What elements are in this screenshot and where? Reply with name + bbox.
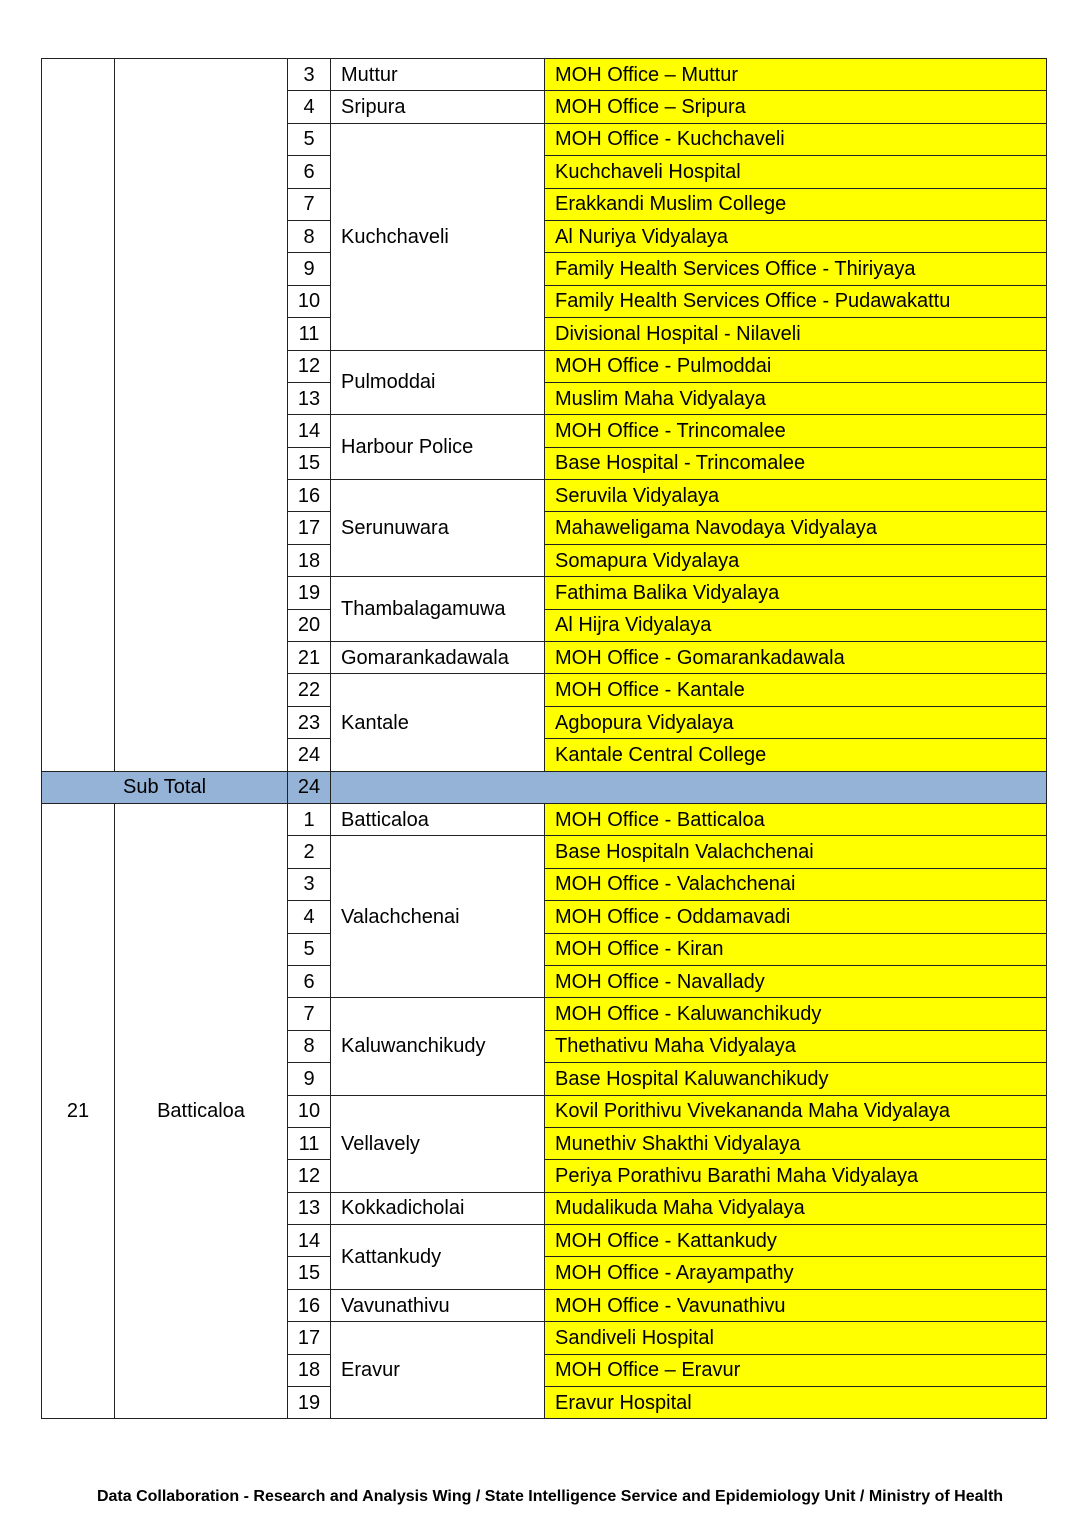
row-number: 18 xyxy=(288,544,331,576)
location-name: Al Nuriya Vidyalaya xyxy=(545,220,1047,252)
row-number: 10 xyxy=(288,285,331,317)
page-footer: Data Collaboration - Research and Analysis Wing / State Intelligence Service and Epidemiology Unit / Ministry of Health xyxy=(96,1488,1004,1505)
row-number: 18 xyxy=(288,1354,331,1386)
location-name: Erakkandi Muslim College xyxy=(545,188,1047,220)
area-name: Gomarankadawala xyxy=(331,642,545,674)
location-name: MOH Office - Batticaloa xyxy=(545,803,1047,835)
location-name: Base Hospital Kaluwanchikudy xyxy=(545,1063,1047,1095)
location-name: Kantale Central College xyxy=(545,739,1047,771)
area-name: Thambalagamuwa xyxy=(331,577,545,642)
location-name: Periya Porathivu Barathi Maha Vidyalaya xyxy=(545,1160,1047,1192)
area-name: Pulmoddai xyxy=(331,350,545,415)
district-number: 21 xyxy=(42,803,115,1418)
location-name: Agbopura Vidyalaya xyxy=(545,706,1047,738)
location-name: Mudalikuda Maha Vidyalaya xyxy=(545,1192,1047,1224)
area-name: Kattankudy xyxy=(331,1225,545,1290)
subtotal-empty xyxy=(331,771,1047,803)
location-name: Al Hijra Vidyalaya xyxy=(545,609,1047,641)
row-number: 13 xyxy=(288,1192,331,1224)
location-name: Base Hospital - Trincomalee xyxy=(545,447,1047,479)
district-name-cell xyxy=(115,59,288,772)
row-number: 7 xyxy=(288,998,331,1030)
location-name: MOH Office - Gomarankadawala xyxy=(545,642,1047,674)
row-number: 17 xyxy=(288,1322,331,1354)
area-name: Kantale xyxy=(331,674,545,771)
row-number: 20 xyxy=(288,609,331,641)
row-number: 13 xyxy=(288,382,331,414)
row-number: 3 xyxy=(288,59,331,91)
row-number: 16 xyxy=(288,1289,331,1321)
row-number: 2 xyxy=(288,836,331,868)
location-name: Family Health Services Office - Pudawakattu xyxy=(545,285,1047,317)
row-number: 11 xyxy=(288,318,331,350)
location-name: MOH Office - Trincomalee xyxy=(545,415,1047,447)
row-number: 21 xyxy=(288,642,331,674)
area-name: Kaluwanchikudy xyxy=(331,998,545,1095)
row-number: 1 xyxy=(288,803,331,835)
row-number: 10 xyxy=(288,1095,331,1127)
subtotal-row xyxy=(42,771,1047,803)
row-number: 3 xyxy=(288,868,331,900)
row-number: 4 xyxy=(288,91,331,123)
row-number: 14 xyxy=(288,415,331,447)
row-number: 12 xyxy=(288,1160,331,1192)
location-name: Kovil Porithivu Vivekananda Maha Vidyalaya xyxy=(545,1095,1047,1127)
row-number: 19 xyxy=(288,1387,331,1419)
row-number: 5 xyxy=(288,933,331,965)
row-number: 19 xyxy=(288,577,331,609)
location-name: MOH Office - Kiran xyxy=(545,933,1047,965)
row-number: 5 xyxy=(288,123,331,155)
table-body xyxy=(42,59,1047,1419)
location-name: MOH Office - Navallady xyxy=(545,965,1047,997)
location-name: Base Hospitaln Valachchenai xyxy=(545,836,1047,868)
area-name: Sripura xyxy=(331,91,545,123)
location-name: Thethativu Maha Vidyalaya xyxy=(545,1030,1047,1062)
location-name: Kuchchaveli Hospital xyxy=(545,156,1047,188)
locations-table xyxy=(41,58,1047,1419)
location-name: Mahaweligama Navodaya Vidyalaya xyxy=(545,512,1047,544)
row-number: 9 xyxy=(288,1063,331,1095)
location-name: Family Health Services Office - Thiriyaya xyxy=(545,253,1047,285)
row-number: 6 xyxy=(288,156,331,188)
location-name: MOH Office - Kaluwanchikudy xyxy=(545,998,1047,1030)
row-number: 23 xyxy=(288,706,331,738)
row-number: 9 xyxy=(288,253,331,285)
location-name: Fathima Balika Vidyalaya xyxy=(545,577,1047,609)
subtotal-label: Sub Total xyxy=(42,771,288,803)
location-name: MOH Office - Arayampathy xyxy=(545,1257,1047,1289)
area-name: Batticaloa xyxy=(331,803,545,835)
location-name: Muslim Maha Vidyalaya xyxy=(545,382,1047,414)
row-number: 4 xyxy=(288,901,331,933)
location-name: MOH Office - Kantale xyxy=(545,674,1047,706)
area-name: Harbour Police xyxy=(331,415,545,480)
row-number: 8 xyxy=(288,220,331,252)
location-name: Divisional Hospital - Nilaveli xyxy=(545,318,1047,350)
district-number-cell xyxy=(42,59,115,772)
subtotal-value: 24 xyxy=(288,771,331,803)
row-number: 24 xyxy=(288,739,331,771)
row-number: 6 xyxy=(288,965,331,997)
row-number: 16 xyxy=(288,480,331,512)
row-number: 17 xyxy=(288,512,331,544)
area-name: Kuchchaveli xyxy=(331,123,545,350)
row-number: 22 xyxy=(288,674,331,706)
location-name: MOH Office - Kattankudy xyxy=(545,1225,1047,1257)
area-name: Valachchenai xyxy=(331,836,545,998)
location-name: MOH Office - Valachchenai xyxy=(545,868,1047,900)
location-name: Sandiveli Hospital xyxy=(545,1322,1047,1354)
area-name: Vavunathivu xyxy=(331,1289,545,1321)
location-name: MOH Office – Eravur xyxy=(545,1354,1047,1386)
location-name: Somapura Vidyalaya xyxy=(545,544,1047,576)
location-name: MOH Office – Muttur xyxy=(545,59,1047,91)
row-number: 12 xyxy=(288,350,331,382)
location-name: MOH Office - Vavunathivu xyxy=(545,1289,1047,1321)
row-number: 14 xyxy=(288,1225,331,1257)
location-name: MOH Office - Oddamavadi xyxy=(545,901,1047,933)
location-name: Eravur Hospital xyxy=(545,1387,1047,1419)
location-name: Seruvila Vidyalaya xyxy=(545,480,1047,512)
district-name: Batticaloa xyxy=(115,803,288,1418)
location-name: Munethiv Shakthi Vidyalaya xyxy=(545,1127,1047,1159)
row-number: 8 xyxy=(288,1030,331,1062)
row-number: 15 xyxy=(288,447,331,479)
table-row xyxy=(42,59,1047,91)
location-name: MOH Office – Sripura xyxy=(545,91,1047,123)
area-name: Vellavely xyxy=(331,1095,545,1192)
area-name: Kokkadicholai xyxy=(331,1192,545,1224)
table-row xyxy=(42,803,1047,835)
row-number: 7 xyxy=(288,188,331,220)
row-number: 11 xyxy=(288,1127,331,1159)
location-name: MOH Office - Pulmoddai xyxy=(545,350,1047,382)
area-name: Serunuwara xyxy=(331,480,545,577)
location-name: MOH Office - Kuchchaveli xyxy=(545,123,1047,155)
area-name: Eravur xyxy=(331,1322,545,1419)
row-number: 15 xyxy=(288,1257,331,1289)
area-name: Muttur xyxy=(331,59,545,91)
